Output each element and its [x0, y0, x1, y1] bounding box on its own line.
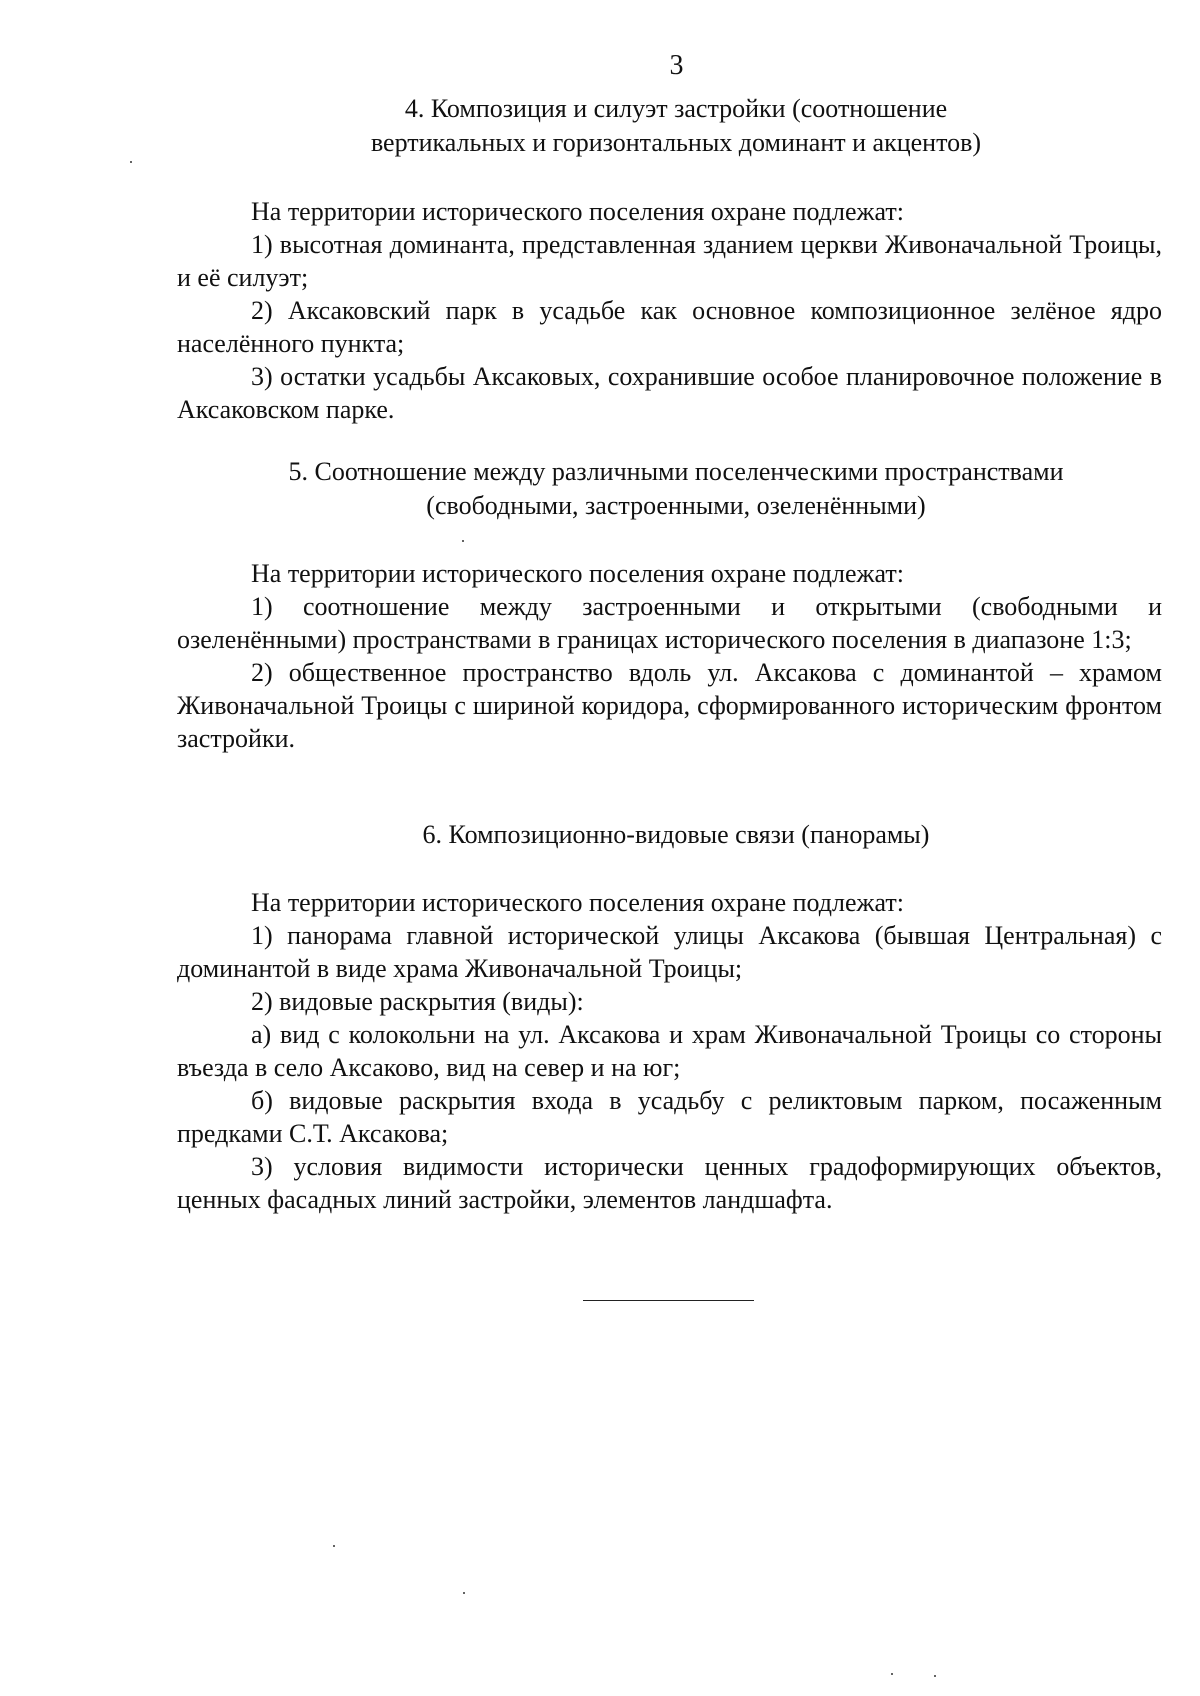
- section-6-item-3: 3) условия видимости исторически ценных градоформирующих объектов, ценных фасадных линий застройки, элементов ландшафта.: [177, 1152, 1162, 1214]
- section-4-item-1: 1) высотная доминанта, представленная зданием церкви Живоначальной Троицы, и её силуэт;: [177, 230, 1162, 292]
- scan-speck: [891, 1673, 893, 1675]
- section-6-body: [177, 886, 1162, 1216]
- section-4-item-2: 2) Аксаковский парк в усадьбе как основное композиционное зелёное ядро населённого пункта;: [177, 296, 1162, 358]
- scan-speck: [934, 1675, 936, 1677]
- section-4-item-3: 3) остатки усадьбы Аксаковых, сохранившие особое планировочное положение в Аксаковском парке.: [177, 362, 1162, 424]
- section-5-heading: [176, 455, 1176, 523]
- scan-speck: [463, 1592, 465, 1594]
- section-5-item-1: 1) соотношение между застроенными и открытыми (свободными и озеленёнными) пространствами в границах исторического поселения в диапазоне 1:3;: [177, 592, 1162, 654]
- section-6-item-1: 1) панорама главной исторической улицы Аксакова (бывшая Центральная) с доминантой в виде храма Живоначальной Троицы;: [177, 921, 1162, 983]
- section-5-heading-line1: 5. Соотношение между различными поселенческими пространствами: [288, 457, 1064, 486]
- scan-speck: [333, 1545, 335, 1547]
- section-6-item-2a: а) вид с колокольни на ул. Аксакова и храм Живоначальной Троицы со стороны въезда в село Аксаково, вид на север и на юг;: [177, 1020, 1162, 1082]
- section-4-body: [177, 195, 1162, 426]
- section-4-heading-line1: 4. Композиция и силуэт застройки (соотношение: [404, 94, 948, 123]
- section-5-heading-line2: (свободными, застроенными, озеленёнными): [426, 491, 926, 520]
- section-4-heading-line2: вертикальных и горизонтальных доминант и акцентов): [370, 128, 982, 157]
- scan-speck: [130, 161, 132, 163]
- section-6-item-2: 2) видовые раскрытия (виды):: [251, 987, 584, 1016]
- scan-speck: [462, 540, 464, 542]
- section-6-item-2b: б) видовые раскрытия входа в усадьбу с реликтовым парком, посаженным предками С.Т. Аксакова;: [177, 1086, 1162, 1148]
- section-6-intro: На территории исторического поселения охране подлежат:: [251, 888, 904, 917]
- section-5-body: [177, 557, 1162, 755]
- section-5-intro: На территории исторического поселения охране подлежат:: [251, 559, 904, 588]
- section-4-heading: [176, 92, 1176, 160]
- closing-rule: [583, 1300, 754, 1301]
- section-5-item-2: 2) общественное пространство вдоль ул. Аксакова с доминантой – храмом Живоначальной Троицы с шириной коридора, сформированного историческим фронтом застройки.: [177, 658, 1162, 753]
- section-6-heading: [176, 818, 1176, 852]
- page-number: 3: [669, 50, 684, 81]
- section-6-heading-line1: 6. Композиционно-видовые связи (панорамы): [422, 820, 930, 849]
- section-4-intro: На территории исторического поселения охране подлежат:: [251, 197, 904, 226]
